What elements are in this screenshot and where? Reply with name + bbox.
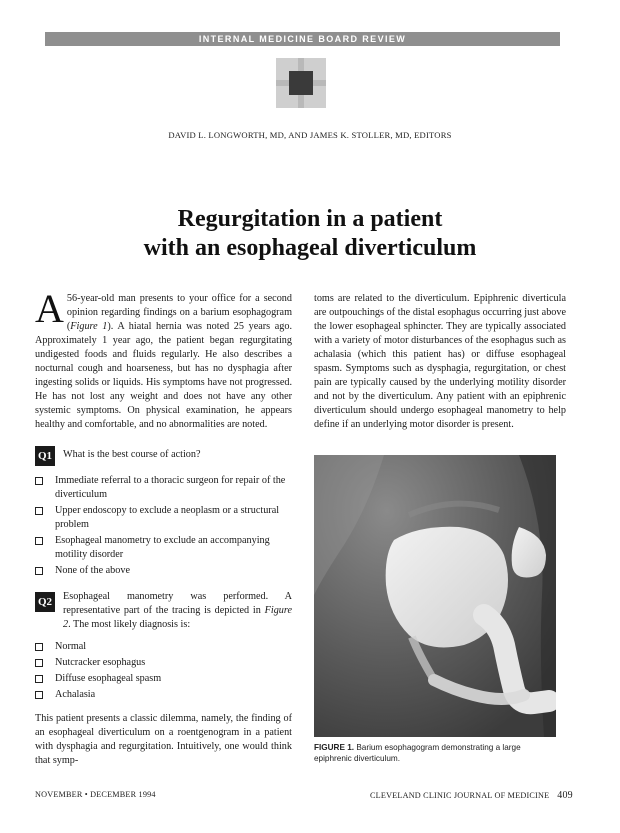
q1-badge: Q1 [35, 446, 55, 466]
section-banner: INTERNAL MEDICINE BOARD REVIEW [45, 32, 560, 46]
q2-options [35, 640, 292, 702]
q1-option: Immediate referral to a thoracic surgeon for repair of the diverticulum [35, 474, 292, 502]
q2-option: Nutcracker esophagus [35, 656, 292, 670]
barium-esophagogram-image [314, 455, 556, 737]
discussion-paragraph: This patient presents a classic dilemma, namely, the finding of an esophageal diverticulum on a roentgenogram in a patient with dysphagia and regurgitation. Intuitively, one would think that symp- [35, 713, 292, 766]
q2-option: Diffuse esophageal spasm [35, 672, 292, 686]
editors-line: DAVID L. LONGWORTH, MD, AND JAMES K. STOLLER, MD, EDITORS [168, 130, 452, 140]
checkbox-icon [35, 567, 43, 575]
q2-badge: Q2 [35, 592, 55, 612]
footer-date: NOVEMBER • DECEMBER 1994 [35, 790, 156, 799]
checkbox-icon [35, 659, 43, 667]
left-column [35, 286, 292, 768]
discussion-continued: toms are related to the diverticulum. Epiphrenic diverticula are outpouchings of the distal esophagus occurring just above the lower esophageal sphincter. They are typically associated with a variety of motor disturbances of the esophagus such as achalasia (which this patient has) or diffuse esophageal spasm. Symptoms such as dysphagia, regurgitation, or chest pain are typically caused by the underlying motility disorder and not by the diverticulum. Any patient with an epiphrenic diverticulum should undergo esophageal manometry to help define if an underlying motor disorder is present. [314, 293, 566, 430]
figure-1-reference: Figure 1 [70, 321, 108, 332]
checkbox-icon [35, 507, 43, 515]
title-line-2: with an esophageal diverticulum [143, 235, 477, 261]
checkbox-icon [35, 691, 43, 699]
page-number: 409 [557, 790, 573, 801]
q1-text: What is the best course of action? [63, 449, 201, 460]
q1-options [35, 474, 292, 578]
article-title [0, 205, 620, 263]
q2-option: Achalasia [35, 688, 292, 702]
q2-text: Esophageal manometry was performed. A representative part of the tracing is depicted in Figure 2. The most likely diagnosis is: [63, 591, 292, 630]
question-2 [35, 590, 292, 632]
question-1 [35, 444, 292, 466]
q2-option: Normal [35, 640, 292, 654]
checkbox-icon [35, 477, 43, 485]
checkbox-icon [35, 643, 43, 651]
intro-paragraph: A 56-year-old man presents to your office for a second opinion regarding findings on a barium esophagogram (Figure 1). A hiatal hernia was noted 25 years ago. Approximately 1 year ago, the patient began regurgitating undigested foods and fluids regularly. He also describes a nocturnal cough and hoarseness, but has no dysphagia after ingesting solids or liquids. His symptoms have not progressed. He has not lost any weight and does not have any other systemic symptoms. On physical examination, he appears healthy and comfortable, and no abnormalities are noted. [35, 286, 292, 430]
figure-2-reference: Figure 2 [63, 605, 292, 630]
q1-option: Esophageal manometry to exclude an accompanying motility disorder [35, 534, 292, 562]
title-line-1: Regurgitation in a patient [177, 206, 443, 232]
right-column [314, 292, 566, 432]
figure-caption: FIGURE 1. Barium esophagogram demonstrating a large epiphrenic diverticulum. [314, 743, 521, 763]
checkbox-icon [35, 537, 43, 545]
q1-option: None of the above [35, 564, 292, 578]
q1-option: Upper endoscopy to exclude a neoplasm or a structural problem [35, 504, 292, 532]
footer-journal: CLEVELAND CLINIC JOURNAL OF MEDICINE 409 [370, 790, 573, 801]
journal-logo-icon [276, 58, 326, 108]
drop-cap: A [35, 286, 64, 331]
checkbox-icon [35, 675, 43, 683]
